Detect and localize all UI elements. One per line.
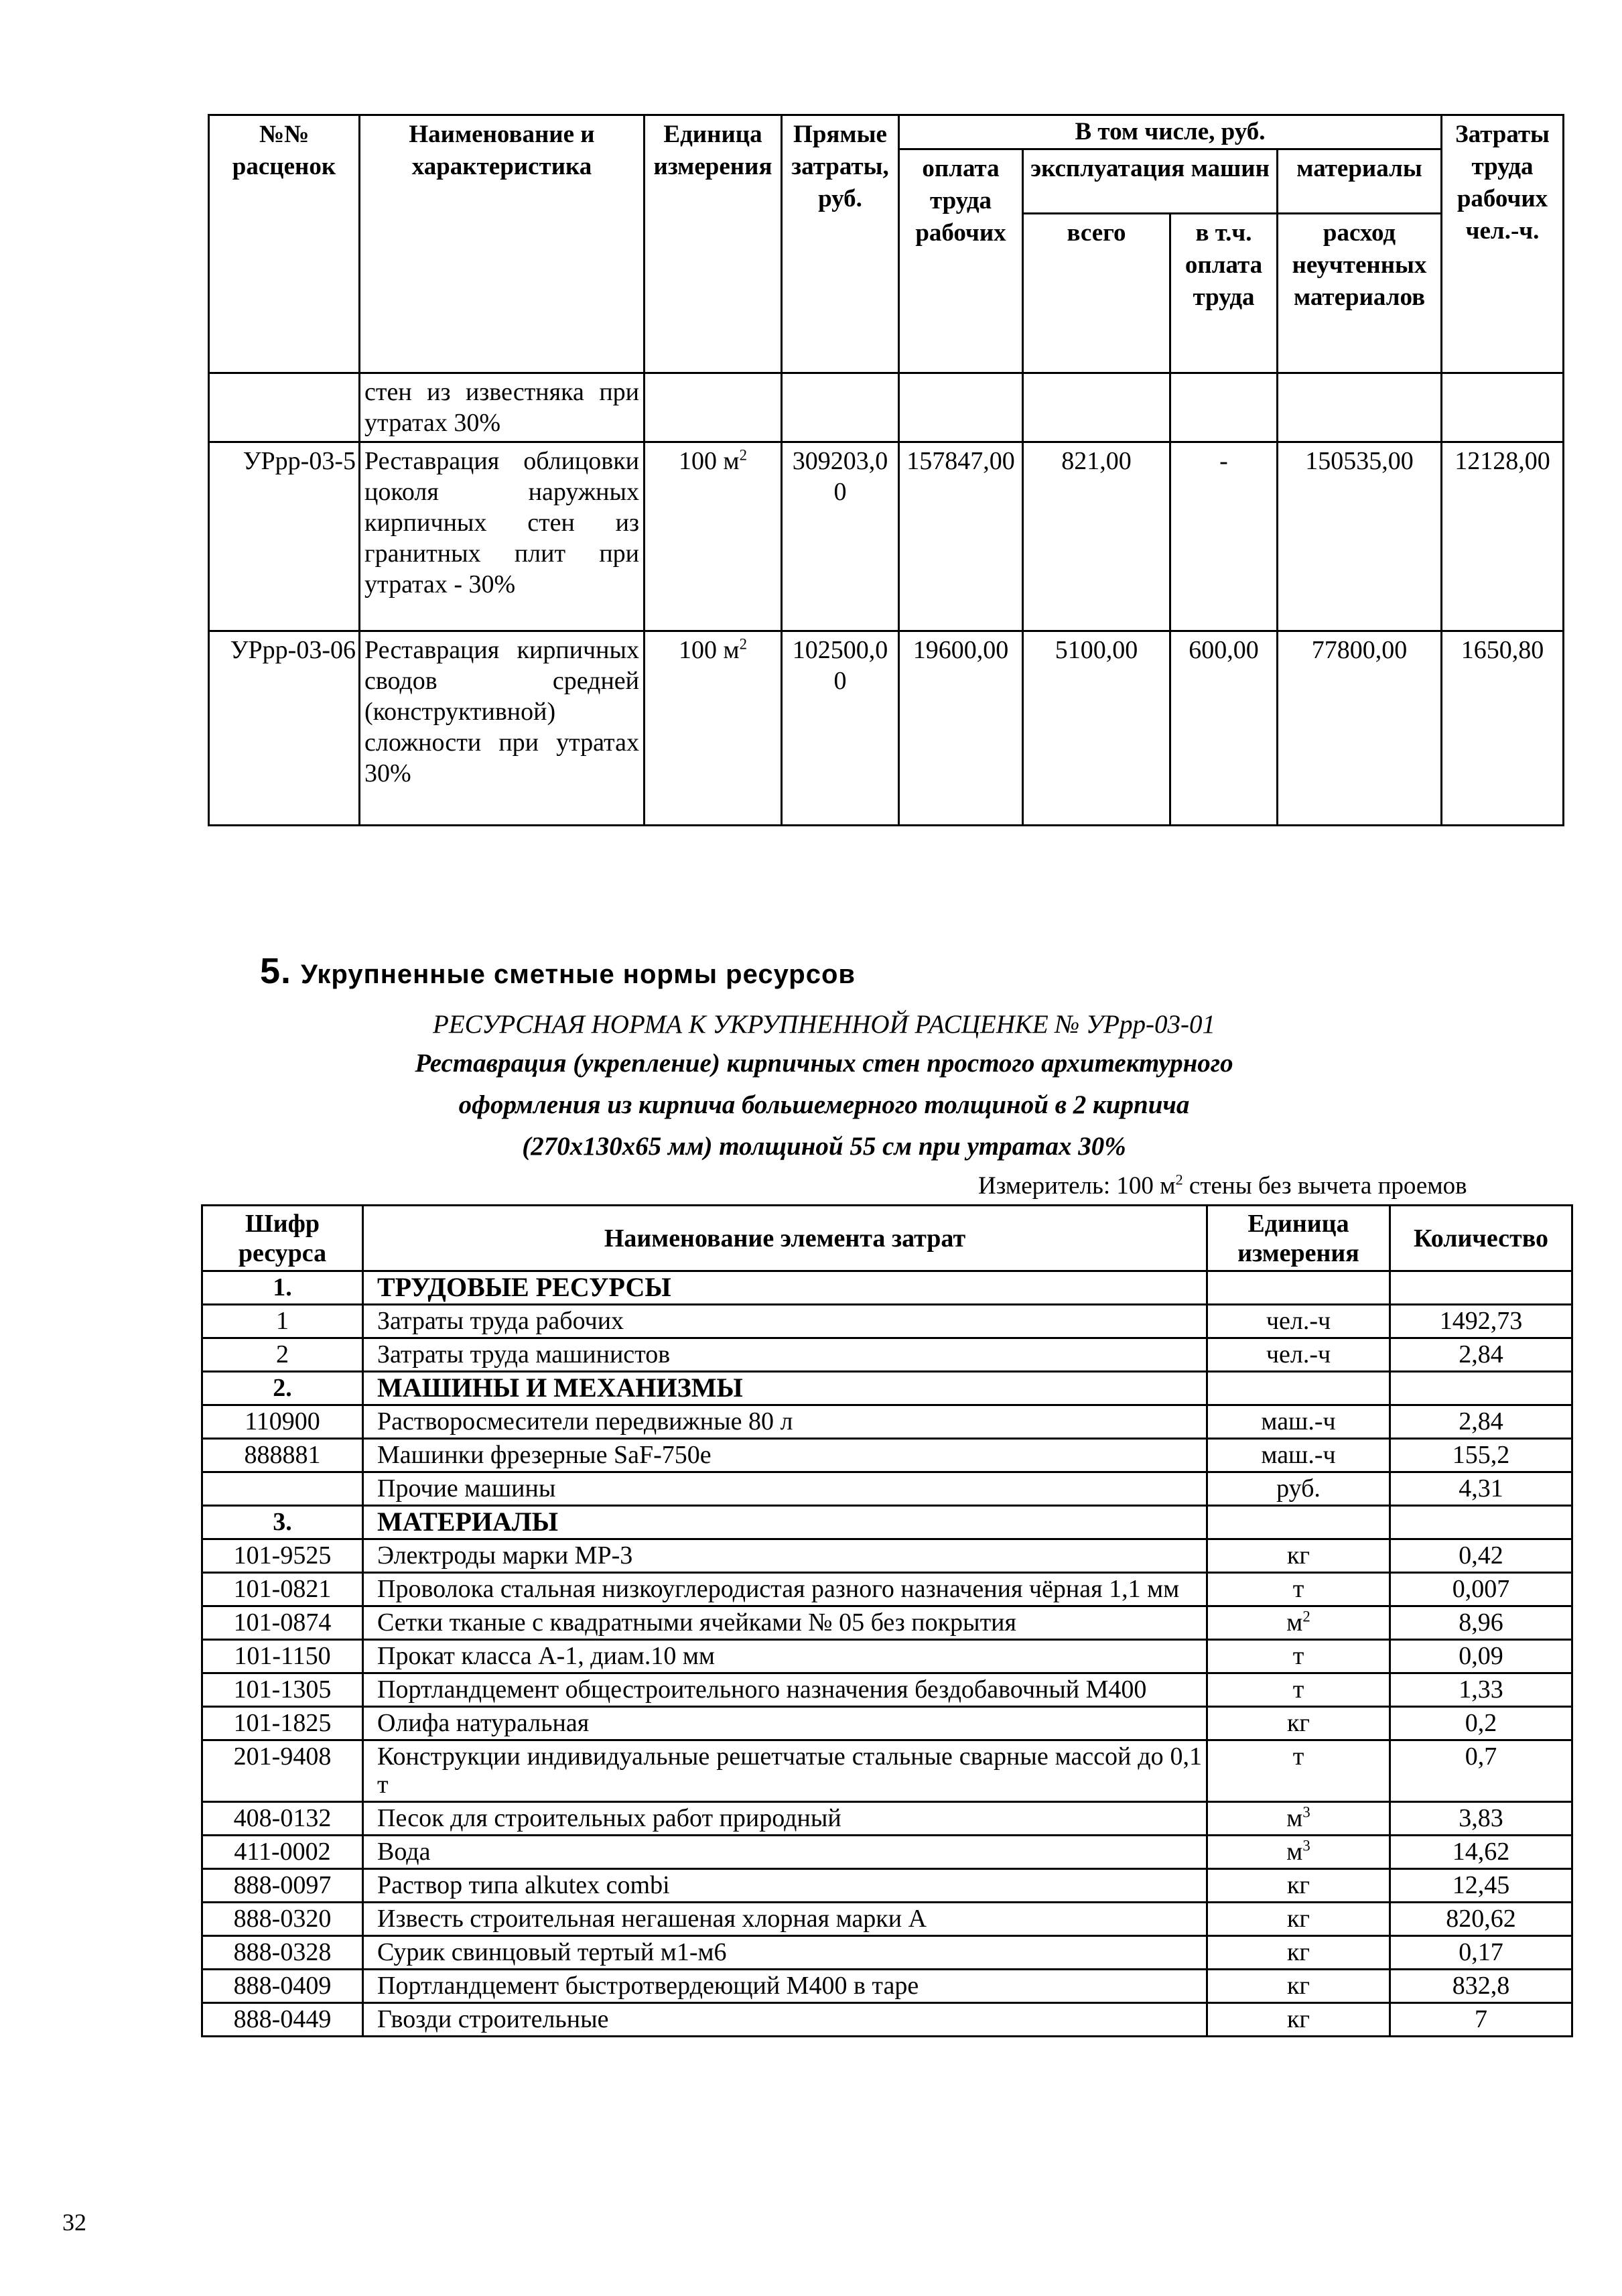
resource-row xyxy=(202,1405,1572,1439)
rate-direct-costs xyxy=(782,373,899,442)
rate-name: стен из известняка при утратах 30% xyxy=(360,373,645,442)
resource-quantity xyxy=(1390,1372,1572,1405)
resource-code: 101-1150 xyxy=(202,1640,363,1673)
resource-name: Сетки тканые с квадратными ячейками № 05 без покрытия xyxy=(363,1606,1207,1640)
rate-row xyxy=(209,373,1564,442)
header-labor: Затраты труда рабочих чел.-ч. xyxy=(1442,115,1564,373)
resource-code: 101-1305 xyxy=(202,1673,363,1707)
resource-name: Портландцемент общестроительного назначения бездобавочный М400 xyxy=(363,1673,1207,1707)
resource-unit: т xyxy=(1207,1673,1390,1707)
header-materials-unaccounted: расход неучтенных материалов xyxy=(1278,214,1442,373)
rate-machines-wages: 600,00 xyxy=(1170,631,1278,826)
resource-code xyxy=(202,1472,363,1506)
rate-direct-costs: 309203,00 xyxy=(782,442,899,631)
header-machines: эксплуатация машин xyxy=(1023,149,1278,214)
rate-machines-wages: - xyxy=(1170,442,1278,631)
header-direct-costs: Прямые затраты, руб. xyxy=(782,115,899,373)
resource-row xyxy=(202,1439,1572,1472)
resource-row xyxy=(202,2003,1572,2037)
resource-unit: маш.-ч xyxy=(1207,1405,1390,1439)
rate-machines-total xyxy=(1023,373,1170,442)
resource-name: МАШИНЫ И МЕХАНИЗМЫ xyxy=(363,1372,1207,1405)
resource-section-row xyxy=(202,1271,1572,1305)
resource-row xyxy=(202,1802,1572,1836)
resource-name: Затраты труда машинистов xyxy=(363,1338,1207,1372)
rate-materials: 150535,00 xyxy=(1278,442,1442,631)
resource-name: Известь строительная негашеная хлорная марки А xyxy=(363,1903,1207,1936)
measurement-unit-note xyxy=(978,1171,1467,1200)
resource-quantity: 7 xyxy=(1390,2003,1572,2037)
rate-code xyxy=(209,373,360,442)
resource-quantity: 0,007 xyxy=(1390,1573,1572,1606)
rate-row xyxy=(209,631,1564,826)
resource-name: Проволока стальная низкоуглеродистая разного назначения чёрная 1,1 мм xyxy=(363,1573,1207,1606)
resource-unit xyxy=(1207,1271,1390,1305)
resource-unit: т xyxy=(1207,1640,1390,1673)
resource-name: МАТЕРИАЛЫ xyxy=(363,1506,1207,1539)
resource-code: 888-0320 xyxy=(202,1903,363,1936)
resource-code: 101-0874 xyxy=(202,1606,363,1640)
rate-materials: 77800,00 xyxy=(1278,631,1442,826)
resource-code: 888-0328 xyxy=(202,1936,363,1970)
resource-row xyxy=(202,1740,1572,1802)
rate-wages xyxy=(899,373,1023,442)
resource-name: Растворосмесители передвижные 80 л xyxy=(363,1405,1207,1439)
header-quantity: Количество xyxy=(1390,1206,1572,1271)
rate-unit: 100 $м^2$ xyxy=(645,442,782,631)
resource-code: 888881 xyxy=(202,1439,363,1472)
resource-row xyxy=(202,1472,1572,1506)
rate-materials xyxy=(1278,373,1442,442)
rates-table xyxy=(208,114,1564,826)
resource-name: Песок для строительных работ природный xyxy=(363,1802,1207,1836)
resource-unit: $м^2$ xyxy=(1207,1606,1390,1640)
resource-unit: чел.-ч xyxy=(1207,1338,1390,1372)
resource-name: Гвозди строительные xyxy=(363,2003,1207,2037)
resource-code: 888-0449 xyxy=(202,2003,363,2037)
resource-quantity: 2,84 xyxy=(1390,1338,1572,1372)
resource-section-row xyxy=(202,1372,1572,1405)
resource-unit: кг xyxy=(1207,1707,1390,1740)
rate-unit: 100 $м^2$ xyxy=(645,631,782,826)
header-machines-total: всего xyxy=(1023,214,1170,373)
resource-row xyxy=(202,1305,1572,1338)
resource-name: Конструкции индивидуальные решетчатые стальные сварные массой до 0,1 т xyxy=(363,1740,1207,1802)
resource-unit: кг xyxy=(1207,1869,1390,1903)
resource-quantity: 12,45 xyxy=(1390,1869,1572,1903)
resource-row xyxy=(202,1640,1572,1673)
resource-name: Прокат класса А-1, диам.10 мм xyxy=(363,1640,1207,1673)
resource-unit: кг xyxy=(1207,1936,1390,1970)
resource-name: Электроды марки МР-3 xyxy=(363,1539,1207,1573)
header-resource-code: Шифр ресурса xyxy=(202,1206,363,1271)
section-title: Укрупненные сметные нормы ресурсов xyxy=(301,960,856,989)
resource-quantity: 820,62 xyxy=(1390,1903,1572,1936)
resource-norm-heading xyxy=(315,1005,1333,1166)
header-name: Наименование и характеристика xyxy=(360,115,645,373)
resource-unit: т xyxy=(1207,1573,1390,1606)
resource-quantity: 1,33 xyxy=(1390,1673,1572,1707)
resource-row xyxy=(202,1673,1572,1707)
resource-row xyxy=(202,1869,1572,1903)
rate-name: Реставрация кирпичных сводов средней (конструктивной) сложности при утратах 30% xyxy=(360,631,645,826)
norm-subtitle-line: оформления из кирпича большемерного толщиной в 2 кирпича xyxy=(458,1090,1190,1119)
resource-quantity: 3,83 xyxy=(1390,1802,1572,1836)
resource-unit xyxy=(1207,1506,1390,1539)
resource-code: 408-0132 xyxy=(202,1802,363,1836)
norm-title: РЕСУРСНАЯ НОРМА К УКРУПНЕННОЙ РАСЦЕНКЕ № УРрр-03-01 xyxy=(433,1010,1215,1039)
resource-name: Затраты труда рабочих xyxy=(363,1305,1207,1338)
resource-name: Олифа натуральная xyxy=(363,1707,1207,1740)
resource-row xyxy=(202,1539,1572,1573)
resource-code: 3. xyxy=(202,1506,363,1539)
norm-subtitle-line: Реставрация (укрепление) кирпичных стен простого архитектурного xyxy=(415,1049,1233,1078)
resource-quantity: 8,96 xyxy=(1390,1606,1572,1640)
section-number: 5. xyxy=(260,951,292,991)
resource-name: ТРУДОВЫЕ РЕСУРСЫ xyxy=(363,1271,1207,1305)
resource-quantity xyxy=(1390,1506,1572,1539)
resource-name: Портландцемент быстротвердеющий М400 в таре xyxy=(363,1970,1207,2003)
resource-unit: чел.-ч xyxy=(1207,1305,1390,1338)
resource-row xyxy=(202,1606,1572,1640)
resource-row xyxy=(202,1903,1572,1936)
resource-name: Машинки фрезерные SaF-750e xyxy=(363,1439,1207,1472)
section-heading xyxy=(260,950,856,992)
rate-machines-wages xyxy=(1170,373,1278,442)
resource-code: 101-1825 xyxy=(202,1707,363,1740)
rate-wages: 19600,00 xyxy=(899,631,1023,826)
resource-code: 110900 xyxy=(202,1405,363,1439)
resource-quantity: 0,2 xyxy=(1390,1707,1572,1740)
meter-suffix: стены без вычета проемов xyxy=(1182,1172,1467,1200)
resource-quantity: 0,42 xyxy=(1390,1539,1572,1573)
resource-code: 2. xyxy=(202,1372,363,1405)
resource-code: 888-0097 xyxy=(202,1869,363,1903)
rate-labor: 1650,80 xyxy=(1442,631,1564,826)
header-materials: материалы xyxy=(1278,149,1442,214)
resource-unit: т xyxy=(1207,1740,1390,1802)
resource-unit: $м^3$ xyxy=(1207,1802,1390,1836)
page-number: 32 xyxy=(62,2209,86,2236)
rate-wages: 157847,00 xyxy=(899,442,1023,631)
resource-quantity: 0,7 xyxy=(1390,1740,1572,1802)
resource-unit: маш.-ч xyxy=(1207,1439,1390,1472)
resource-name: Раствор типа alkutex combi xyxy=(363,1869,1207,1903)
resource-code: 201-9408 xyxy=(202,1740,363,1802)
resource-unit: кг xyxy=(1207,1970,1390,2003)
header-including: В том числе, руб. xyxy=(899,115,1442,149)
header-machines-wages: в т.ч. оплата труда xyxy=(1170,214,1278,373)
resource-unit: кг xyxy=(1207,1539,1390,1573)
resource-row xyxy=(202,1707,1572,1740)
resource-unit: руб. xyxy=(1207,1472,1390,1506)
resource-code: 888-0409 xyxy=(202,1970,363,2003)
resource-quantity xyxy=(1390,1271,1572,1305)
resource-quantity: 1492,73 xyxy=(1390,1305,1572,1338)
rate-direct-costs: 102500,00 xyxy=(782,631,899,826)
rate-unit xyxy=(645,373,782,442)
resource-unit: кг xyxy=(1207,1903,1390,1936)
resource-section-row xyxy=(202,1506,1572,1539)
resource-code: 1 xyxy=(202,1305,363,1338)
resource-quantity: 4,31 xyxy=(1390,1472,1572,1506)
resource-unit: $м^3$ xyxy=(1207,1836,1390,1869)
resource-row xyxy=(202,1936,1572,1970)
resource-unit xyxy=(1207,1372,1390,1405)
rate-code: УРрр-03-5 xyxy=(209,442,360,631)
resource-code: 1. xyxy=(202,1271,363,1305)
resource-code: 101-0821 xyxy=(202,1573,363,1606)
meter-superscript: 2 xyxy=(1175,1171,1183,1188)
rate-row xyxy=(209,442,1564,631)
rate-labor: 12128,00 xyxy=(1442,442,1564,631)
resource-code: 411-0002 xyxy=(202,1836,363,1869)
rate-machines-total: 5100,00 xyxy=(1023,631,1170,826)
resource-quantity: 155,2 xyxy=(1390,1439,1572,1472)
meter-prefix: Измеритель: 100 м xyxy=(978,1172,1176,1200)
resource-row xyxy=(202,1338,1572,1372)
resource-unit: кг xyxy=(1207,2003,1390,2037)
resource-row xyxy=(202,1573,1572,1606)
resource-code: 2 xyxy=(202,1338,363,1372)
resource-name: Вода xyxy=(363,1836,1207,1869)
resource-row xyxy=(202,1970,1572,2003)
resource-quantity: 832,8 xyxy=(1390,1970,1572,2003)
resource-code: 101-9525 xyxy=(202,1539,363,1573)
resource-quantity: 0,17 xyxy=(1390,1936,1572,1970)
resource-name: Сурик свинцовый тертый м1-м6 xyxy=(363,1936,1207,1970)
resource-quantity: 14,62 xyxy=(1390,1836,1572,1869)
header-element-name: Наименование элемента затрат xyxy=(363,1206,1207,1271)
header-code: №№ расценок xyxy=(209,115,360,373)
rate-code: УРрр-03-06 xyxy=(209,631,360,826)
resource-quantity: 0,09 xyxy=(1390,1640,1572,1673)
rate-machines-total: 821,00 xyxy=(1023,442,1170,631)
resource-name: Прочие машины xyxy=(363,1472,1207,1506)
resource-quantity: 2,84 xyxy=(1390,1405,1572,1439)
norm-subtitle-line: (270х130х65 мм) толщиной 55 см при утратах 30% xyxy=(522,1132,1126,1161)
header-wages: оплата труда рабочих xyxy=(899,149,1023,373)
rate-name: Реставрация облицовки цоколя наружных кирпичных стен из гранитных плит при утратах - 30% xyxy=(360,442,645,631)
header-unit: Единица измерения xyxy=(1207,1206,1390,1271)
rate-labor xyxy=(1442,373,1564,442)
resources-table xyxy=(201,1204,1573,2037)
header-unit: Единица измерения xyxy=(645,115,782,373)
resource-row xyxy=(202,1836,1572,1869)
